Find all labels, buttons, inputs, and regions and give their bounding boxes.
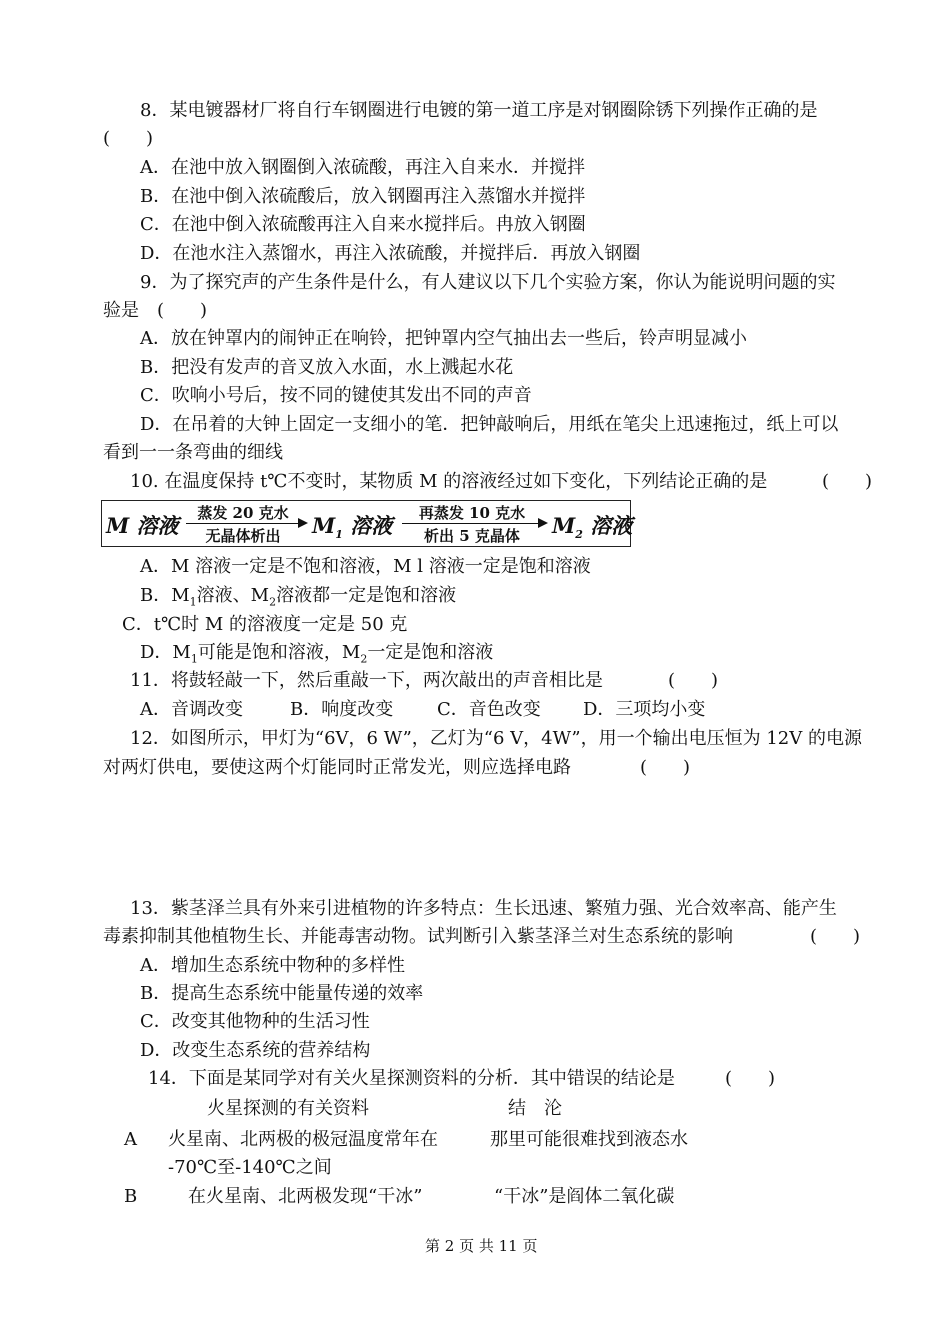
diagram-arrow-2 [402,523,540,524]
q8-option-c: C．在池中倒入浓硫酸再注入自来水搅拌后。冉放入钢圈 [140,214,586,235]
q11-option-d: D．三项均小变 [583,699,706,720]
q9-option-b: B．把没有发声的音叉放入水面，水上溅起水花 [140,357,514,378]
q14-row-a-label: A [124,1129,137,1150]
diagram-m-solution: M 溶液 [106,513,179,538]
q13-option-a: A．增加生态系统中物种的多样性 [140,955,405,976]
diagram-arrow-1 [186,523,300,524]
q14-table-header-right: 结 沦 [508,1098,562,1119]
diagram-m2-solution: $M_2$ 溶液 [552,513,633,542]
q9-option-a: A．放在钟罩内的闹钟正在响铃，把钟罩内空气抽出去一些后，铃声明显减小 [140,328,747,349]
q8-paren: ( ) [103,128,154,149]
q11-paren: ( ) [668,670,719,691]
page-footer: 第 2 页 共 11 页 [425,1237,538,1255]
q11-option-b: B．响度改变 [290,699,394,720]
q10-option-a: A．M 溶液一定是不饱和溶液，M l 溶液一定是饱和溶液 [140,556,591,577]
q13-paren: ( ) [810,926,861,947]
q14-row-b-label: B [124,1186,138,1207]
q8-option-a: A．在池中放入钢圈倒入浓硫酸，再注入自来水．并搅拌 [140,157,585,178]
q11-option-c: C．音色改变 [437,699,541,720]
q10-option-c: C．t℃时 M 的溶液度一定是 50 克 [122,614,408,635]
q9-stem-cont: 验是 ( ) [103,300,208,321]
q14-row-a-data: 火星南、北两极的极冠温度常年在 [168,1129,438,1150]
q14-row-b-data: 在火星南、北两极发现“干冰” [188,1186,423,1207]
diagram-step2-top: 再蒸发 10 克水 [418,504,526,522]
q14-row-a-conclusion: 那里可能很难找到液态水 [490,1129,688,1150]
q14-row-b-conclusion: “干冰”是阎体二氧化碳 [494,1186,675,1207]
q8-stem: 8．某电镀器材厂将自行车钢圈进行电镀的第一道工序是对钢圈除锈下列操作正确的是 [140,100,818,121]
q14-stem: 14．下面是某同学对有关火星探测资料的分析．其中错误的结论是 [148,1068,675,1089]
q13-option-c: C．改变其他物种的生活习性 [140,1011,370,1032]
q12-stem-cont: 对两灯供电，要使这两个灯能同时正常发光，则应选择电路 [103,757,571,778]
q10-process-diagram [101,500,631,547]
q14-row-a-data-cont: -70℃至-140℃之间 [168,1157,332,1178]
diagram-step2-bottom: 析出 5 克晶体 [424,527,520,545]
diagram-step1-top: 蒸发 20 克水 [197,504,289,522]
q8-option-b: B．在池中倒入浓硫酸后，放入钢圈再注入蒸馏水并搅拌 [140,186,586,207]
q12-paren: ( ) [640,757,691,778]
q9-option-d: D．在吊着的大钟上固定一支细小的笔．把钟敲响后，用纸在笔尖上迅速拖过，纸上可以 [140,414,839,435]
q13-stem-cont: 毒素抑制其他植物生长、并能毒害动物。试判断引入紫茎泽兰对生态系统的影响 [103,926,733,947]
q9-option-d-cont: 看到一一条弯曲的细线 [103,442,283,463]
q8-option-d: D．在池水注入蒸馏水，再注入浓硫酸，并搅拌后．再放入钢圈 [140,243,641,264]
q14-paren: ( ) [725,1068,776,1089]
q13-option-b: B．提高生态系统中能量传递的效率 [140,983,424,1004]
q11-option-a: A．音调改变 [140,699,243,720]
diagram-step1-bottom: 无晶体析出 [205,527,281,545]
q11-stem: 11．将鼓轻敲一下，然后重敲一下，两次敲出的声音相比是 [130,670,603,691]
diagram-m1-solution: $M_1$ 溶液 [312,513,393,542]
q10-option-d: D．$M_1$可能是饱和溶液，$M_2$一定是饱和溶液 [140,642,494,666]
q10-paren: ( ) [822,471,873,492]
q14-table-header-left: 火星探测的有关资料 [207,1098,369,1119]
q9-stem: 9．为了探究声的产生条件是什么，有人建议以下几个实验方案，你认为能说明问题的实 [140,272,836,293]
q13-stem: 13．紫茎泽兰具有外来引进植物的许多特点：生长迅速、繁殖力强、光合效率高、能产生 [130,898,837,919]
q9-option-c: C．吹响小号后，按不同的键使其发出不同的声音 [140,385,532,406]
q13-option-d: D．改变生态系统的营养结构 [140,1040,371,1061]
q10-option-b: B．$M_1$溶液、$M_2$溶液都一定是饱和溶液 [140,585,457,609]
q10-stem: 10. 在温度保持 t℃不变时，某物质 M 的溶液经过如下变化，下列结论正确的是 [130,471,768,492]
q12-stem: 12．如图所示，甲灯为“6V，6 W”，乙灯为“6 V，4W”，用一个输出电压恒为 12V 的电源 [130,728,862,749]
